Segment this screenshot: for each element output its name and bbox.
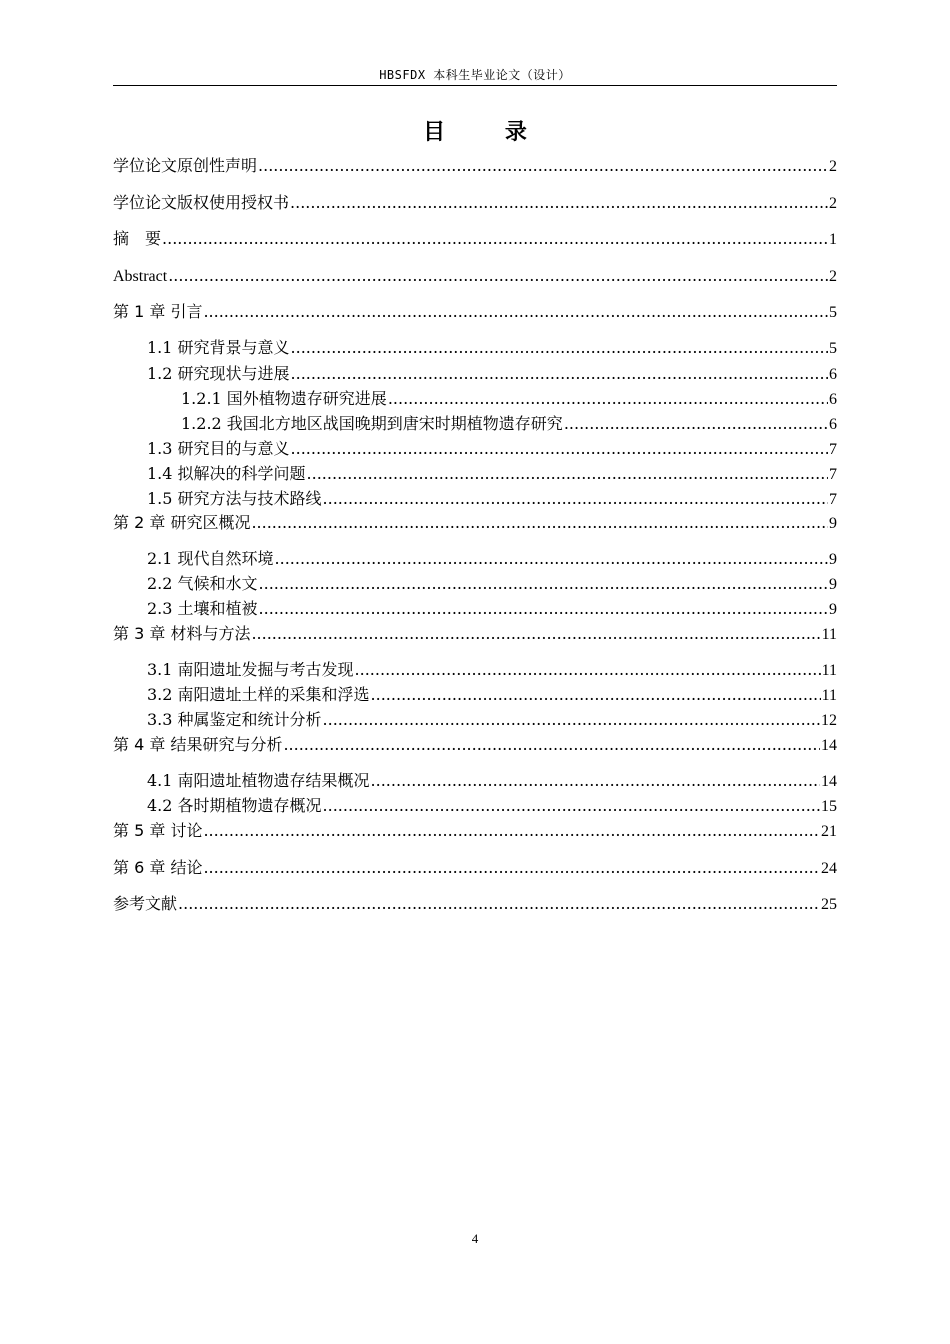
toc-entry-label: 摘 要 [113,229,162,248]
toc-entry-label: 1.2.2 我国北方地区战国晚期到唐宋时期植物遗存研究 [181,414,563,433]
toc-entry[interactable] [113,856,837,880]
toc-entry-label: 3.1 南阳遗址发掘与考古发现 [147,660,354,679]
toc-entry[interactable] [113,264,837,288]
toc-entry[interactable] [147,597,837,621]
dot-leader [290,191,828,215]
toc-entry-page: 21 [821,823,837,840]
toc-entry-label: 第 5 章 讨论 [113,821,203,840]
toc-entry-label: Abstract [113,268,168,285]
toc-entry-page: 2 [829,195,837,212]
dot-leader [283,733,820,757]
toc-entry-label: 4.1 南阳遗址植物遗存结果概况 [147,771,370,790]
toc-entry-page: 6 [829,391,837,408]
toc-entry[interactable] [113,227,837,251]
toc-entry-page: 7 [829,466,837,483]
toc-entry[interactable] [113,733,837,757]
toc-entry-page: 7 [829,491,837,508]
toc-entry-label: 2.3 土壤和植被 [147,599,258,618]
toc-entry[interactable] [147,658,837,682]
toc-entry-label: 第 2 章 研究区概况 [113,513,251,532]
toc-entry-label: 1.4 拟解决的科学问题 [147,464,306,483]
toc-entry-page: 9 [829,551,837,568]
dot-leader [275,547,828,571]
toc-entry-page: 2 [829,158,837,175]
dot-leader [323,487,828,511]
dot-leader [251,511,828,535]
dot-leader [323,794,820,818]
dot-leader [168,264,828,288]
toc-entry[interactable] [147,683,837,707]
toc-entry-label: 2.2 气候和水文 [147,574,258,593]
toc-entry-page: 2 [829,268,837,285]
toc-entry[interactable] [147,336,837,360]
dot-leader [251,622,820,646]
toc-entry[interactable] [113,819,837,843]
toc-entry-page: 9 [829,601,837,618]
toc-entry-label: 1.3 研究目的与意义 [147,439,290,458]
dot-leader [203,300,828,324]
toc-entry-label: 第 3 章 材料与方法 [113,624,251,643]
toc-entry[interactable] [181,412,837,436]
dot-leader [371,769,820,793]
dot-leader [388,387,828,411]
dot-leader [162,227,828,251]
dot-leader [291,336,828,360]
toc-entry-page: 5 [829,304,837,321]
toc-entry-label: 第 4 章 结果研究与分析 [113,735,283,754]
toc-entry-label: 1.2 研究现状与进展 [147,364,290,383]
toc-entry-page: 9 [829,515,837,532]
toc-entry[interactable] [113,300,837,324]
toc-entry-label: 学位论文版权使用授权书 [113,193,290,212]
toc-entry-page: 9 [829,576,837,593]
dot-leader [371,683,821,707]
dot-leader [258,154,828,178]
dot-leader [178,892,820,916]
dot-leader [291,437,828,461]
toc-entry-page: 6 [829,416,837,433]
toc-entry-page: 12 [821,712,837,729]
toc-entry[interactable] [181,387,837,411]
toc-entry-page: 6 [829,366,837,383]
toc-entry-label: 参考文献 [113,894,178,913]
toc-entry-label: 3.3 种属鉴定和统计分析 [147,710,322,729]
toc-entry-page: 1 [829,231,837,248]
dot-leader [259,597,828,621]
toc-entry-page: 24 [821,860,837,877]
toc-entry[interactable] [147,362,837,386]
dot-leader [564,412,828,436]
toc-entry-label: 学位论文原创性声明 [113,156,258,175]
toc-entry-page: 14 [821,773,837,790]
toc-entry[interactable] [147,708,837,732]
toc-entry[interactable] [113,511,837,535]
toc-entry[interactable] [147,769,837,793]
toc-entry-page: 14 [821,737,837,754]
toc-entry[interactable] [113,892,837,916]
toc-entry-page: 15 [821,798,837,815]
toc-entry-label: 4.2 各时期植物遗存概况 [147,796,322,815]
toc-entry-page: 25 [821,896,837,913]
running-header: HBSFDX 本科生毕业论文（设计） [379,68,571,82]
toc-entry-label: 第 1 章 引言 [113,302,203,321]
dot-leader [291,362,828,386]
toc-entry-page: 11 [821,626,837,643]
dot-leader [203,856,820,880]
toc-entry[interactable] [113,154,837,178]
toc-entry[interactable] [147,572,837,596]
toc-entry[interactable] [147,487,837,511]
toc-title: 目 录 [423,120,553,145]
dot-leader [355,658,821,682]
toc-entry-page: 7 [829,441,837,458]
toc-entry-label: 1.2.1 国外植物遗存研究进展 [181,389,387,408]
toc-entry-label: 第 6 章 结论 [113,858,203,877]
toc-entry-label: 3.2 南阳遗址土样的采集和浮选 [147,685,370,704]
toc-entry-label: 2.1 现代自然环境 [147,549,274,568]
toc-entry[interactable] [113,622,837,646]
toc-entry-label: 1.1 研究背景与意义 [147,338,290,357]
page-number: 4 [471,1231,479,1246]
dot-leader [307,462,828,486]
toc-entry[interactable] [147,462,837,486]
dot-leader [259,572,828,596]
toc-entry-page: 11 [821,687,837,704]
toc-entry-page: 5 [829,340,837,357]
toc-entry[interactable] [113,191,837,215]
toc-entry[interactable] [147,547,837,571]
toc-entry-label: 1.5 研究方法与技术路线 [147,489,322,508]
dot-leader [203,819,820,843]
dot-leader [323,708,820,732]
toc-entry[interactable] [147,794,837,818]
toc-entry-page: 11 [821,662,837,679]
toc-entry[interactable] [147,437,837,461]
